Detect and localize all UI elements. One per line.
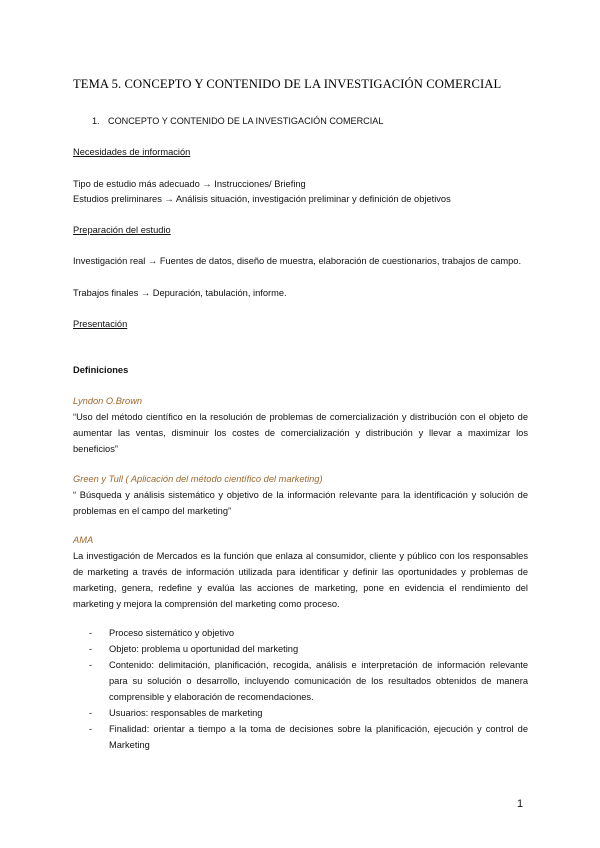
characteristics-list (73, 625, 528, 753)
bullet-dash: - (89, 660, 93, 670)
bullet-dash: - (89, 724, 93, 734)
document-title: TEMA 5. CONCEPTO Y CONTENIDO DE LA INVESTIGACIÓN COMERCIAL (73, 77, 502, 91)
list-item: - Contenido: delimitación, planificación, recogida, análisis e interpretación de información relevante para su solución o desarrollo, incluyendo comunicación de los resultados obtenidos de manera comprensible y elaboración de recomendaciones. (73, 657, 528, 705)
list-item: - Usuarios: responsables de marketing (73, 705, 528, 721)
list-item: - Proceso sistemático y objetivo (73, 625, 528, 641)
bullet-dash: - (89, 708, 93, 718)
section-heading-1 (92, 113, 383, 129)
preparacion-line-1: Investigación real → Fuentes de datos, diseño de muestra, elaboración de cuestionarios, trabajos de campo. (73, 256, 522, 266)
preparacion-heading: Preparación del estudio (73, 225, 171, 235)
presentacion-heading: Presentación (73, 319, 128, 329)
definiciones-heading: Definiciones (73, 365, 129, 375)
ama-definition: La investigación de Mercados es la función que enlaza al consumidor, cliente y público con los responsables de marketing a través de información utilizada para identificar y definir las oportunidades y problemas de marketing, genera, redefine y evalúa las acciones de marketing, pone en evidencia el rendimiento del marketing y mejora la comprensión del marketing como proceso. (73, 551, 528, 609)
page-number: 1 (517, 798, 524, 810)
section-label: CONCEPTO Y CONTENIDO DE LA INVESTIGACIÓN COMERCIAL (108, 116, 384, 126)
ama-author: AMA (73, 535, 94, 545)
brown-author: Lyndon O.Brown (73, 396, 143, 406)
bullet-dash: - (89, 644, 93, 654)
necesidades-line-1: Tipo de estudio más adecuado → Instrucciones/ Briefing (73, 179, 306, 189)
necesidades-line-2: Estudios preliminares → Análisis situación, investigación preliminar y definición de objetivos (73, 194, 451, 204)
bullet-dash: - (89, 628, 93, 638)
green-definition: “ Búsqueda y análisis sistemático y objetivo de la información relevante para la identificación y solución de problemas en el campo del marketing” (73, 490, 528, 516)
brown-definition: “Uso del método científico en la resolución de problemas de comercialización y distribución con el objeto de aumentar las ventas, disminuir los costes de comercialización y distribución y llevar a maximizar los beneficios” (73, 412, 528, 454)
list-item: - Finalidad: orientar a tiempo a la toma de decisiones sobre la planificación, ejecución y control de Marketing (73, 721, 528, 753)
preparacion-line-2: Trabajos finales → Depuración, tabulación, informe. (73, 288, 287, 298)
list-item: - Objeto: problema u oportunidad del marketing (73, 641, 528, 657)
necesidades-heading: Necesidades de información (73, 147, 191, 157)
section-number: 1. (92, 116, 100, 126)
green-author: Green y Tull ( Aplicación del método científico del marketing) (73, 474, 323, 484)
